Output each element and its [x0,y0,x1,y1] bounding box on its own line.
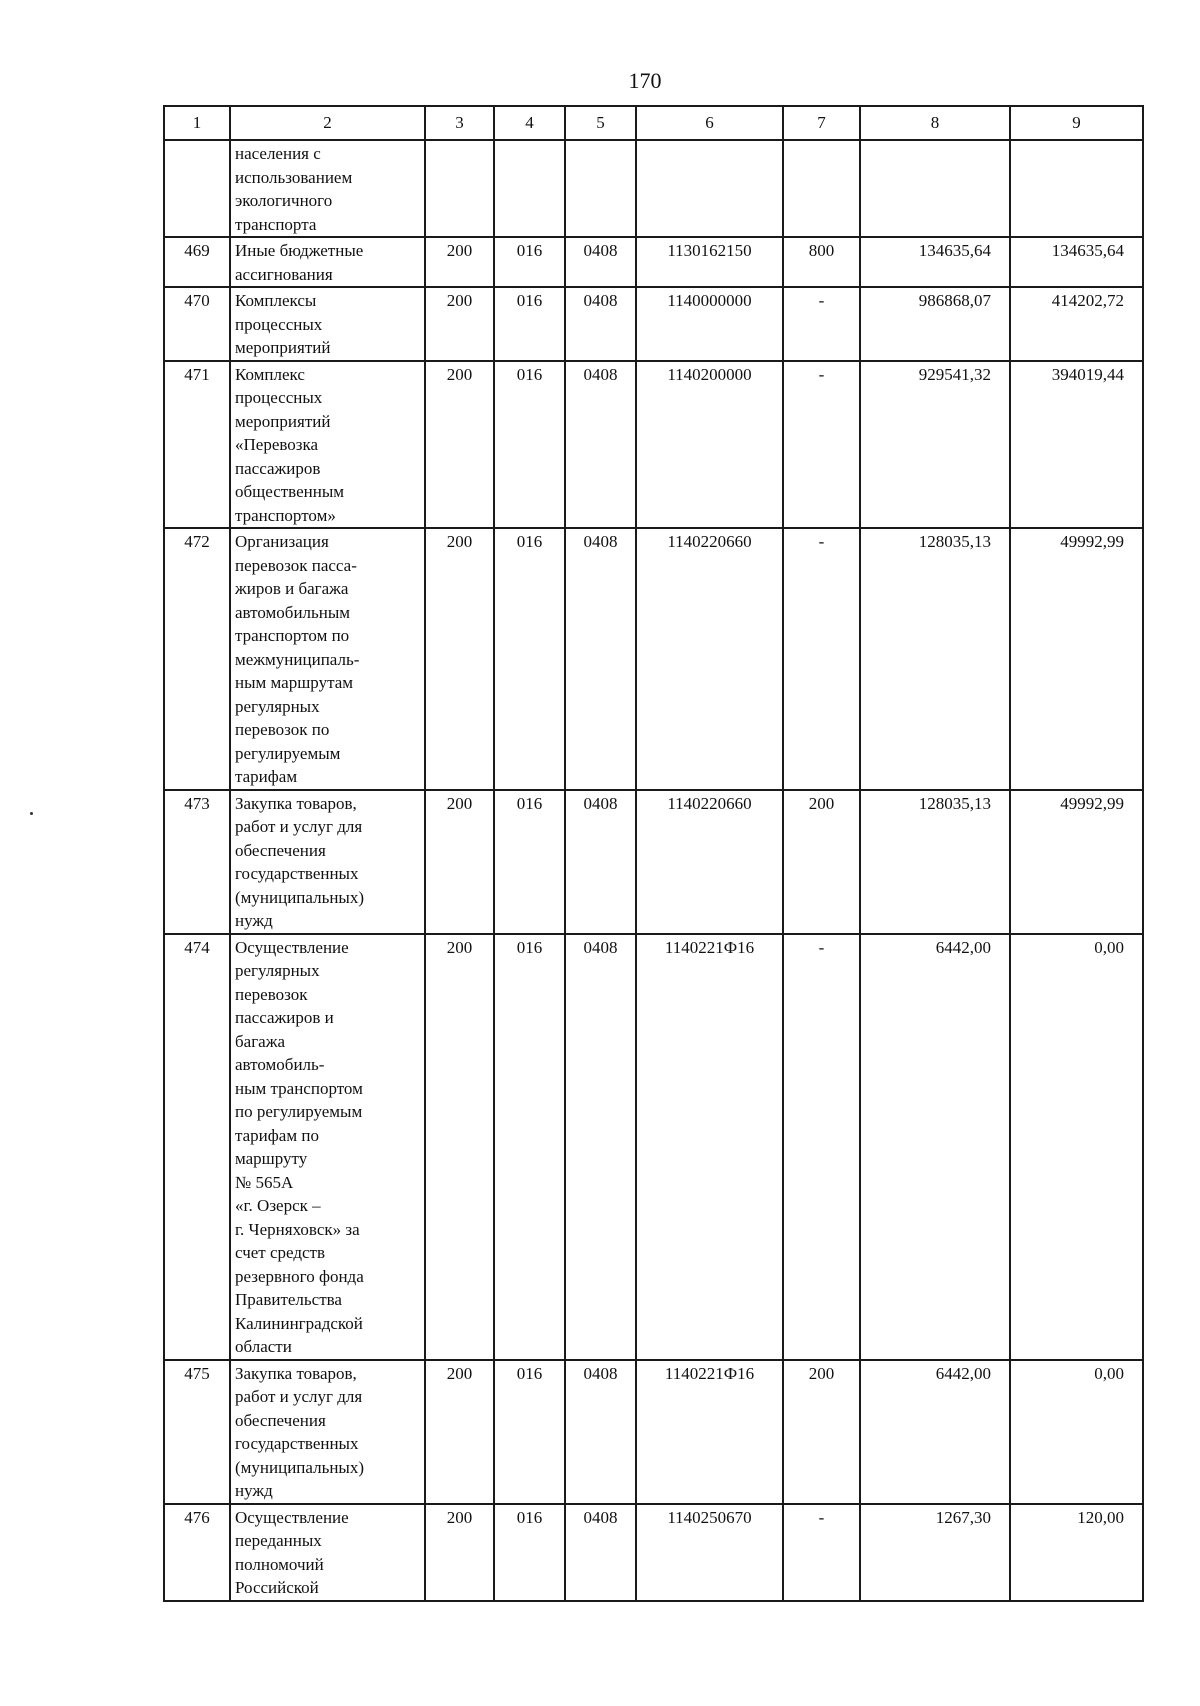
table-row [164,361,1143,529]
header-cell: 7 [783,106,860,140]
value-cell: - [783,934,860,1360]
value-cell [783,140,860,237]
table-row [164,237,1143,287]
row-number-cell: 471 [164,361,230,529]
description-cell: Осуществление переданных полномочий Российской [230,1504,425,1601]
description-cell: Иные бюджетные ассигнования [230,237,425,287]
table-row [164,1504,1143,1601]
header-cell: 5 [565,106,636,140]
value-cell: - [783,528,860,790]
value-cell: - [783,287,860,361]
value-cell [565,140,636,237]
value-cell: 134635,64 [1010,237,1143,287]
value-cell: 1140220660 [636,790,783,934]
description-cell: населения с использованием экологичного транспорта [230,140,425,237]
value-cell: 120,00 [1010,1504,1143,1601]
value-cell: 200 [425,237,494,287]
value-cell: 200 [783,790,860,934]
value-cell: 0408 [565,237,636,287]
table-row [164,790,1143,934]
value-cell: 49992,99 [1010,790,1143,934]
value-cell: 200 [425,361,494,529]
value-cell [860,140,1010,237]
header-cell: 4 [494,106,565,140]
value-cell: 0408 [565,361,636,529]
value-cell: 1267,30 [860,1504,1010,1601]
value-cell: 0408 [565,287,636,361]
row-number-cell [164,140,230,237]
value-cell [1010,140,1143,237]
value-cell: 0408 [565,528,636,790]
table-row [164,528,1143,790]
value-cell [425,140,494,237]
value-cell: 200 [425,790,494,934]
row-number-cell: 474 [164,934,230,1360]
value-cell: 200 [425,1504,494,1601]
value-cell: 6442,00 [860,934,1010,1360]
value-cell: - [783,361,860,529]
value-cell: 0408 [565,934,636,1360]
description-cell: Комплексы процессных мероприятий [230,287,425,361]
description-cell: Организация перевозок пасса- жиров и багажа автомобильным транспортом по межмуниципаль- ным маршрутам регулярных перевозок по регулируемым тарифам [230,528,425,790]
value-cell: 1140000000 [636,287,783,361]
value-cell: 1140250670 [636,1504,783,1601]
value-cell: 200 [425,934,494,1360]
description-cell: Осуществление регулярных перевозок пассажиров и багажа автомобиль- ным транспортом по регулируемым тарифам по маршруту № 565А «г. Озерск – г. Черняховск» за счет средств резервного фонда Правительства Калининградской области [230,934,425,1360]
value-cell: 394019,44 [1010,361,1143,529]
value-cell: 986868,07 [860,287,1010,361]
value-cell [494,140,565,237]
table-row [164,1360,1143,1504]
value-cell: 1130162150 [636,237,783,287]
table-row [164,140,1143,237]
value-cell: 128035,13 [860,528,1010,790]
header-cell: 3 [425,106,494,140]
value-cell: 929541,32 [860,361,1010,529]
description-cell: Закупка товаров, работ и услуг для обеспечения государственных (муниципальных) нужд [230,790,425,934]
stray-mark [30,812,33,815]
value-cell: 0,00 [1010,934,1143,1360]
header-cell: 9 [1010,106,1143,140]
value-cell: 016 [494,790,565,934]
value-cell: 016 [494,287,565,361]
value-cell: 016 [494,1360,565,1504]
value-cell: 0408 [565,790,636,934]
value-cell: 1140221Ф16 [636,934,783,1360]
header-cell: 6 [636,106,783,140]
value-cell: 016 [494,237,565,287]
value-cell: 200 [425,1360,494,1504]
value-cell: 6442,00 [860,1360,1010,1504]
table-row [164,287,1143,361]
header-cell: 2 [230,106,425,140]
table-body [164,140,1143,1601]
description-cell: Комплекс процессных мероприятий «Перевозка пассажиров общественным транспортом» [230,361,425,529]
row-number-cell: 472 [164,528,230,790]
row-number-cell: 469 [164,237,230,287]
value-cell: 200 [425,287,494,361]
value-cell: 1140200000 [636,361,783,529]
header-cell: 1 [164,106,230,140]
value-cell: 800 [783,237,860,287]
value-cell [636,140,783,237]
value-cell: 200 [783,1360,860,1504]
header-cell: 8 [860,106,1010,140]
value-cell: 016 [494,361,565,529]
value-cell: 128035,13 [860,790,1010,934]
row-number-cell: 470 [164,287,230,361]
value-cell: 016 [494,1504,565,1601]
value-cell: 49992,99 [1010,528,1143,790]
row-number-cell: 475 [164,1360,230,1504]
header-row [164,106,1143,140]
description-cell: Закупка товаров, работ и услуг для обеспечения государственных (муниципальных) нужд [230,1360,425,1504]
value-cell: 414202,72 [1010,287,1143,361]
value-cell: 0408 [565,1360,636,1504]
row-number-cell: 473 [164,790,230,934]
value-cell: 1140221Ф16 [636,1360,783,1504]
row-number-cell: 476 [164,1504,230,1601]
value-cell: 016 [494,528,565,790]
value-cell: 0,00 [1010,1360,1143,1504]
page-number: 170 [628,68,662,93]
value-cell: 134635,64 [860,237,1010,287]
budget-table [163,105,1144,1602]
value-cell: 1140220660 [636,528,783,790]
value-cell: 200 [425,528,494,790]
table-row [164,934,1143,1360]
value-cell: - [783,1504,860,1601]
value-cell: 0408 [565,1504,636,1601]
value-cell: 016 [494,934,565,1360]
